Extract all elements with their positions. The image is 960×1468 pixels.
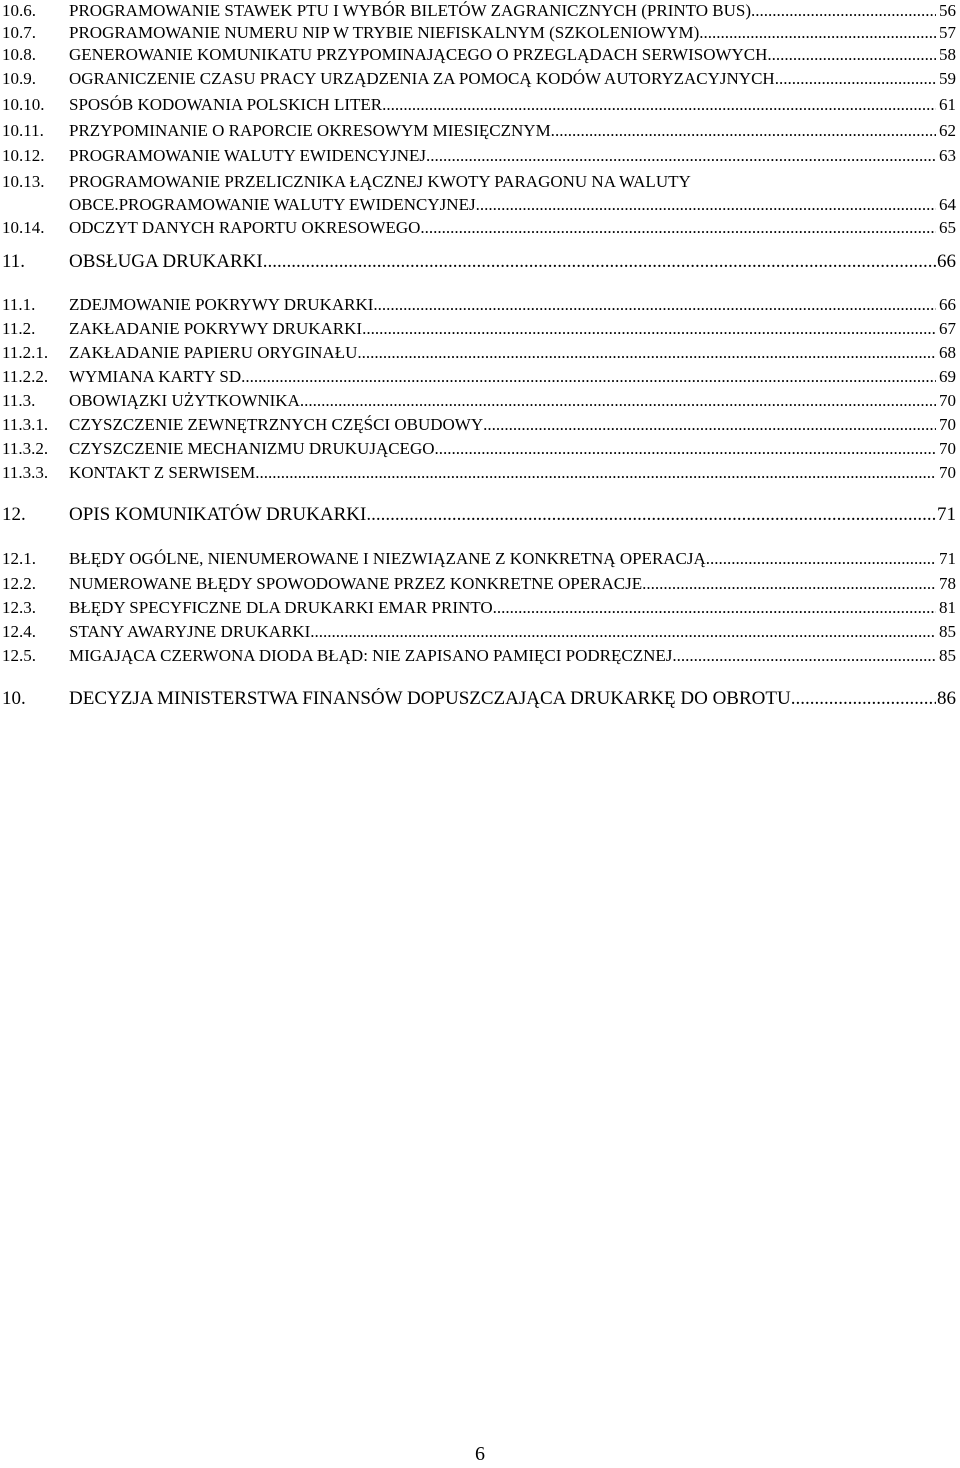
toc-title: CZYSZCZENIE ZEWNĘTRZNYCH CZĘŚCI OBUDOWY [69, 415, 484, 434]
leader-dots [425, 217, 936, 239]
toc-number: 10.8. [2, 45, 36, 64]
leader-dots [791, 688, 936, 710]
leader-dots [555, 120, 936, 142]
toc-number: 11.3.1. [2, 415, 49, 434]
toc-number: 10.11. [2, 121, 44, 140]
leader-dots [366, 504, 936, 526]
toc-number: 11.2.2. [2, 367, 49, 386]
toc-page: 70 [939, 439, 956, 458]
toc-page: 56 [939, 1, 956, 20]
leader-dots [706, 548, 936, 570]
toc-number: 12.3. [2, 598, 36, 617]
toc-number: 11.3.3. [2, 463, 49, 482]
leader-dots [779, 68, 936, 90]
toc-number: 10. [2, 688, 26, 709]
page-number: 6 [475, 1443, 485, 1465]
toc-title: OBOWIĄZKI UŻYTKOWNIKA [69, 391, 300, 410]
toc-number: 11.1. [2, 295, 36, 314]
leader-dots [430, 145, 936, 167]
toc-number: 11.2. [2, 319, 36, 338]
toc-page: 71 [937, 504, 956, 525]
toc-title: OPIS KOMUNIKATÓW DRUKARKI [69, 504, 367, 525]
leader-dots [362, 318, 936, 340]
toc-page: 59 [939, 69, 956, 88]
leader-dots [704, 22, 936, 44]
leader-dots [263, 251, 936, 273]
toc-title: KONTAKT Z SERWISEM [69, 463, 256, 482]
toc-page: 57 [939, 23, 956, 42]
toc-page: 64 [939, 195, 956, 214]
toc-page: 70 [939, 391, 956, 410]
toc-page: 66 [939, 295, 956, 314]
leader-dots [300, 390, 936, 412]
toc-title: WYMIANA KARTY SD [69, 367, 242, 386]
toc-title: PROGRAMOWANIE PRZELICZNIKA ŁĄCZNEJ KWOTY PARAGONU NA WALUTY [69, 172, 691, 191]
toc-title: ZAKŁADANIE PAPIERU ORYGINAŁU [69, 343, 358, 362]
toc-title-continued: OBCE.PROGRAMOWANIE WALUTY EWIDENCYJNEJ. [69, 195, 480, 214]
toc-number: 11. [2, 251, 26, 272]
toc-number: 10.10. [2, 95, 45, 114]
toc-number: 12.5. [2, 646, 36, 665]
toc-number: 10.14. [2, 218, 45, 237]
toc-title: ODCZYT DANYCH RAPORTU OKRESOWEGO. [69, 218, 425, 237]
toc-page: 67 [939, 319, 956, 338]
toc-title: PROGRAMOWANIE STAWEK PTU I WYBÓR BILETÓW ZAGRANICZNYCH (PRINTO BUS). [69, 1, 756, 20]
toc-page: 69 [939, 367, 956, 386]
toc-number: 12.4. [2, 622, 36, 641]
toc-title: PROGRAMOWANIE WALUTY EWIDENCYJNEJ. [69, 146, 431, 165]
leader-dots [755, 0, 936, 22]
toc-number: 12. [2, 504, 26, 525]
toc-page: 63 [939, 146, 956, 165]
toc-title: BŁĘDY SPECYFICZNE DLA DRUKARKI EMAR PRINTO [69, 598, 493, 617]
leader-dots [672, 645, 936, 667]
leader-dots [483, 414, 936, 436]
leader-dots [435, 438, 937, 460]
toc-page: 81 [939, 598, 956, 617]
toc-page: 71 [939, 549, 956, 568]
toc-number: 10.9. [2, 69, 36, 88]
toc-title: SPOSÓB KODOWANIA POLSKICH LITER. [69, 95, 387, 114]
toc-title: PROGRAMOWANIE NUMERU NIP W TRYBIE NIEFISKALNYM (SZKOLENIOWYM). [69, 23, 704, 42]
toc-title: CZYSZCZENIE MECHANIZMU DRUKUJĄCEGO [69, 439, 435, 458]
leader-dots [386, 94, 936, 116]
toc-title: GENEROWANIE KOMUNIKATU PRZYPOMINAJĄCEGO O PRZEGLĄDACH SERWISOWYCH. [69, 45, 772, 64]
leader-dots [772, 44, 936, 66]
toc-number: 10.13. [2, 172, 45, 191]
toc-title: BŁĘDY OGÓLNE, NIENUMEROWANE I NIEZWIĄZANE Z KONKRETNĄ OPERACJĄ [69, 549, 706, 568]
toc-number: 12.1. [2, 549, 36, 568]
toc-title: DECYZJA MINISTERSTWA FINANSÓW DOPUSZCZAJĄCA DRUKARKĘ DO OBROTU [69, 688, 791, 709]
toc-number: 10.7. [2, 23, 36, 42]
toc-page: 70 [939, 415, 956, 434]
toc-title: OGRANICZENIE CZASU PRACY URZĄDZENIA ZA POMOCĄ KODÓW AUTORYZACYJNYCH. [69, 69, 779, 88]
toc-page: 61 [939, 95, 956, 114]
toc-title: OBSŁUGA DRUKARKI [69, 251, 263, 272]
toc-page: 85 [939, 646, 956, 665]
toc-page: 66 [937, 251, 956, 272]
toc-number: 11.2.1. [2, 343, 49, 362]
toc-title: ZAKŁADANIE POKRYWY DRUKARKI [69, 319, 363, 338]
toc-number: 10.6. [2, 1, 36, 20]
leader-dots [493, 597, 936, 619]
leader-dots [480, 194, 936, 216]
toc-number: 11.3. [2, 391, 36, 410]
toc-title: ZDEJMOWANIE POKRYWY DRUKARKI [69, 295, 374, 314]
toc-title: MIGAJĄCA CZERWONA DIODA BŁĄD: NIE ZAPISANO PAMIĘCI PODRĘCZNEJ [69, 646, 673, 665]
leader-dots [373, 294, 936, 316]
toc-number: 12.2. [2, 574, 36, 593]
leader-dots [357, 342, 936, 364]
toc-page: 65 [939, 218, 956, 237]
toc-page: 85 [939, 622, 956, 641]
toc-page: 86 [937, 688, 956, 709]
leader-dots [241, 366, 936, 388]
toc-title: NUMEROWANE BŁĘDY SPOWODOWANE PRZEZ KONKRETNE OPERACJE [69, 574, 643, 593]
toc-number: 10.12. [2, 146, 45, 165]
toc-page: 78 [939, 574, 956, 593]
toc-page: 62 [939, 121, 956, 140]
leader-dots [255, 462, 936, 484]
toc-page: 58 [939, 45, 956, 64]
leader-dots [642, 573, 936, 595]
toc-page: 68 [939, 343, 956, 362]
toc-title: STANY AWARYJNE DRUKARKI [69, 622, 311, 641]
toc-number: 11.3.2. [2, 439, 49, 458]
toc-page: 70 [939, 463, 956, 482]
toc-title: PRZYPOMINANIE O RAPORCIE OKRESOWYM MIESIĘCZNYM. [69, 121, 555, 140]
leader-dots [310, 621, 936, 643]
